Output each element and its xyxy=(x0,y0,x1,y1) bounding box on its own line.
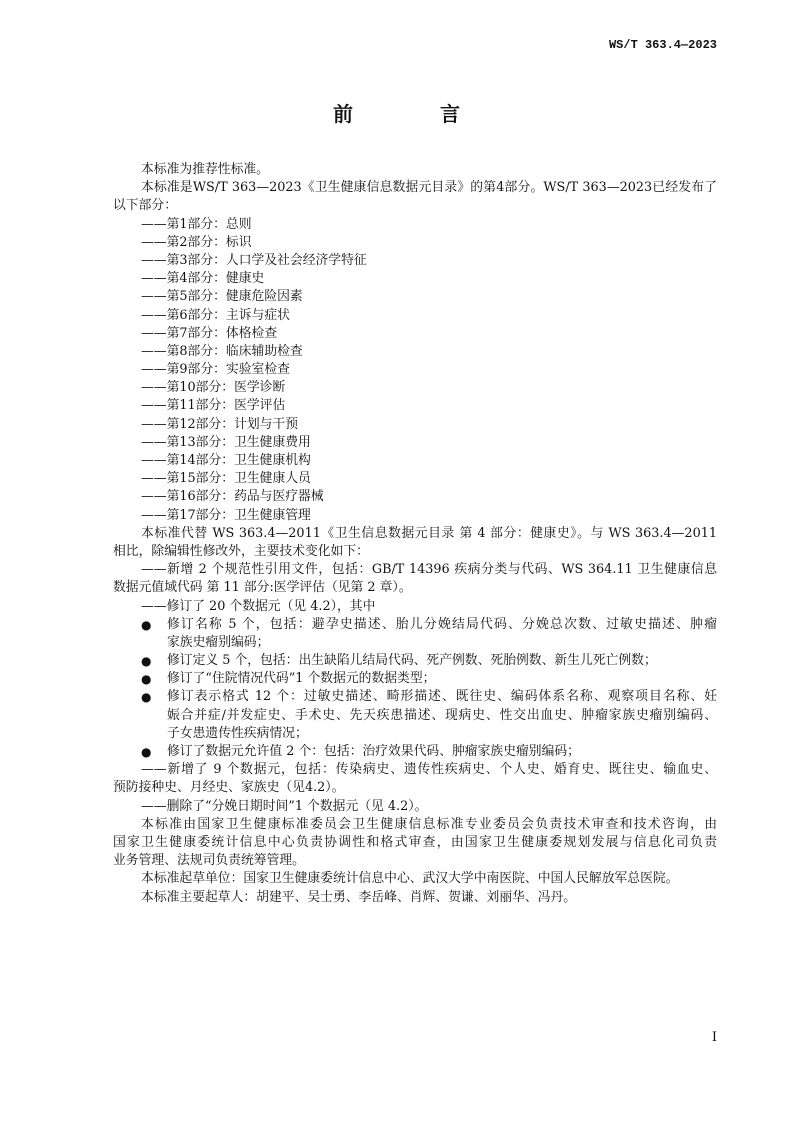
line-text: 本标准为推荐性标准。 xyxy=(141,162,269,177)
text-line xyxy=(113,452,717,470)
line-text: ——第13部分：卫生健康费用 xyxy=(141,434,311,450)
bullet-icon: ● xyxy=(141,672,152,687)
bullet-item xyxy=(113,670,717,688)
text-line xyxy=(113,525,717,543)
line-text: 本标准主要起草人：胡建平、吴士勇、李岳峰、肖辉、贺谦、刘丽华、冯丹。 xyxy=(141,889,577,905)
text-line xyxy=(113,197,717,215)
page-title: 前 言 xyxy=(333,102,500,126)
line-text: ——第16部分：药品与医疗器械 xyxy=(141,489,324,505)
line-text: 修订定义 5 个，包括：出生缺陷儿结局代码、死产例数、死胎例数、新生儿死亡例数； xyxy=(167,653,657,669)
line-text: 修订名称 5 个，包括：避孕史描述、胎儿分娩结局代码、分娩总次数、过敏史描述、肿瘤 xyxy=(167,616,717,632)
text-line xyxy=(113,252,717,270)
text-line xyxy=(113,397,717,415)
text-line xyxy=(113,634,717,652)
text-line xyxy=(113,598,717,616)
line-text: 国家卫生健康委统计信息中心负责协调性和格式审查，由国家卫生健康委规划发展与信息化司负责 xyxy=(113,834,717,850)
text-line xyxy=(113,561,717,579)
text-line xyxy=(113,307,717,325)
line-text: ——第17部分：卫生健康管理 xyxy=(141,507,311,523)
text-line xyxy=(113,761,717,779)
bullet-item xyxy=(113,616,717,634)
bullet-icon: ● xyxy=(141,745,152,759)
line-text: 家族史瘤别编码； xyxy=(167,634,270,650)
line-text: ——新增了 9 个数据元，包括：传染病史、遗传性疾病史、个人史、婚育史、既往史、输血史、 xyxy=(141,762,717,778)
document-code-header: WS/T 363.4—2023 xyxy=(608,38,717,52)
line-text: ——第15部分：卫生健康人员 xyxy=(141,471,311,487)
text-line xyxy=(113,834,717,852)
line-text: 子女患遗传性疾病情况； xyxy=(167,725,308,741)
text-line xyxy=(113,270,717,288)
line-text: ——第7部分：体格检查 xyxy=(141,325,278,341)
text-line xyxy=(113,288,717,306)
text-line xyxy=(113,488,717,506)
line-text: ——第2部分：标识 xyxy=(141,234,252,250)
text-line xyxy=(113,325,717,343)
bullet-icon: ● xyxy=(141,617,152,632)
line-text: ——新增 2 个规范性引用文件，包括：GB/T 14396 疾病分类与代码、WS 364.11 卫生健康信息 xyxy=(141,562,717,578)
line-text: ——修订了 20 个数据元（见 4.2），其中 xyxy=(141,598,376,614)
line-text: 数据元值域代码 第 11 部分:医学评估（见第 2 章）。 xyxy=(113,580,412,596)
line-text: ——第9部分：实验室检查 xyxy=(141,362,290,378)
text-line xyxy=(113,779,717,797)
line-text: ——第4部分：健康史 xyxy=(141,271,265,287)
line-text: 本标准起草单位：国家卫生健康委统计信息中心、武汉大学中南医院、中国人民解放军总医院。 xyxy=(141,871,679,887)
line-text: 业务管理、法规司负责统筹管理。 xyxy=(113,853,305,869)
text-line xyxy=(113,416,717,434)
text-line xyxy=(113,216,717,234)
text-line xyxy=(113,725,717,743)
bullet-item xyxy=(113,743,717,761)
line-text: ——第3部分：人口学及社会经济学特征 xyxy=(141,252,367,268)
line-text: ——第12部分：计划与干预 xyxy=(141,416,299,432)
line-text: 相比，除编辑性修改外，主要技术变化如下： xyxy=(113,543,369,559)
text-line xyxy=(113,707,717,725)
line-text: 修订了数据元允许值 2 个：包括：治疗效果代码、肿瘤家族史瘤别编码； xyxy=(167,744,580,759)
line-text: ——第5部分：健康危险因素 xyxy=(141,289,303,305)
line-text: ——第14部分：卫生健康机构 xyxy=(141,453,311,468)
text-line xyxy=(113,179,717,197)
text-line xyxy=(113,234,717,252)
line-text: 以下部分： xyxy=(113,198,177,214)
line-text: ——删除了“分娩日期时间”1 个数据元（见 4.2）。 xyxy=(141,798,428,814)
line-text: 预防接种史、月经史、家族史（见4.2）。 xyxy=(113,780,345,796)
line-text: ——第8部分：临床辅助检查 xyxy=(141,343,303,359)
line-text: ——第1部分：总则 xyxy=(141,216,252,232)
foreword-body xyxy=(113,161,717,907)
text-line xyxy=(113,434,717,452)
bullet-item xyxy=(113,688,717,706)
line-text: ——第10部分：医学诊断 xyxy=(141,380,286,396)
text-line xyxy=(113,507,717,525)
text-line xyxy=(113,798,717,816)
line-text: 本标准代替 WS 363.4—2011《卫生信息数据元目录 第 4 部分：健康史》。与 WS 363.4—2011 xyxy=(141,525,717,541)
line-text: ——第11部分：医学评估 xyxy=(141,398,286,414)
line-text: 娠合并症/并发症史、手术史、先天疾患描述、现病史、性交出血史、肿瘤家族史瘤别编码、 xyxy=(167,707,717,723)
bullet-icon: ● xyxy=(141,654,152,669)
line-text: 本标准由国家卫生健康标准委员会卫生健康信息标准专业委员会负责技术审查和技术咨询，由 xyxy=(141,816,717,832)
text-line xyxy=(113,870,717,888)
line-text: 修订表示格式 12 个：过敏史描述、畸形描述、既往史、编码体系名称、观察项目名称、妊 xyxy=(167,689,717,705)
text-line xyxy=(113,889,717,907)
text-line xyxy=(113,470,717,488)
page-number: I xyxy=(711,1030,717,1045)
text-line xyxy=(113,161,717,179)
bullet-icon: ● xyxy=(141,690,152,705)
text-line xyxy=(113,579,717,597)
line-text: ——第6部分：主诉与症状 xyxy=(141,307,290,323)
line-text: 修订了“住院情况代码”1 个数据元的数据类型； xyxy=(167,671,436,687)
text-line xyxy=(113,852,717,870)
text-line xyxy=(113,379,717,397)
text-line xyxy=(113,361,717,379)
line-text: 本标准是WS/T 363—2023《卫生健康信息数据元目录》的第4部分。WS/T 363—2023已经发布了 xyxy=(141,180,717,196)
text-line xyxy=(113,543,717,561)
text-line xyxy=(113,343,717,361)
text-line xyxy=(113,816,717,834)
bullet-item xyxy=(113,652,717,670)
